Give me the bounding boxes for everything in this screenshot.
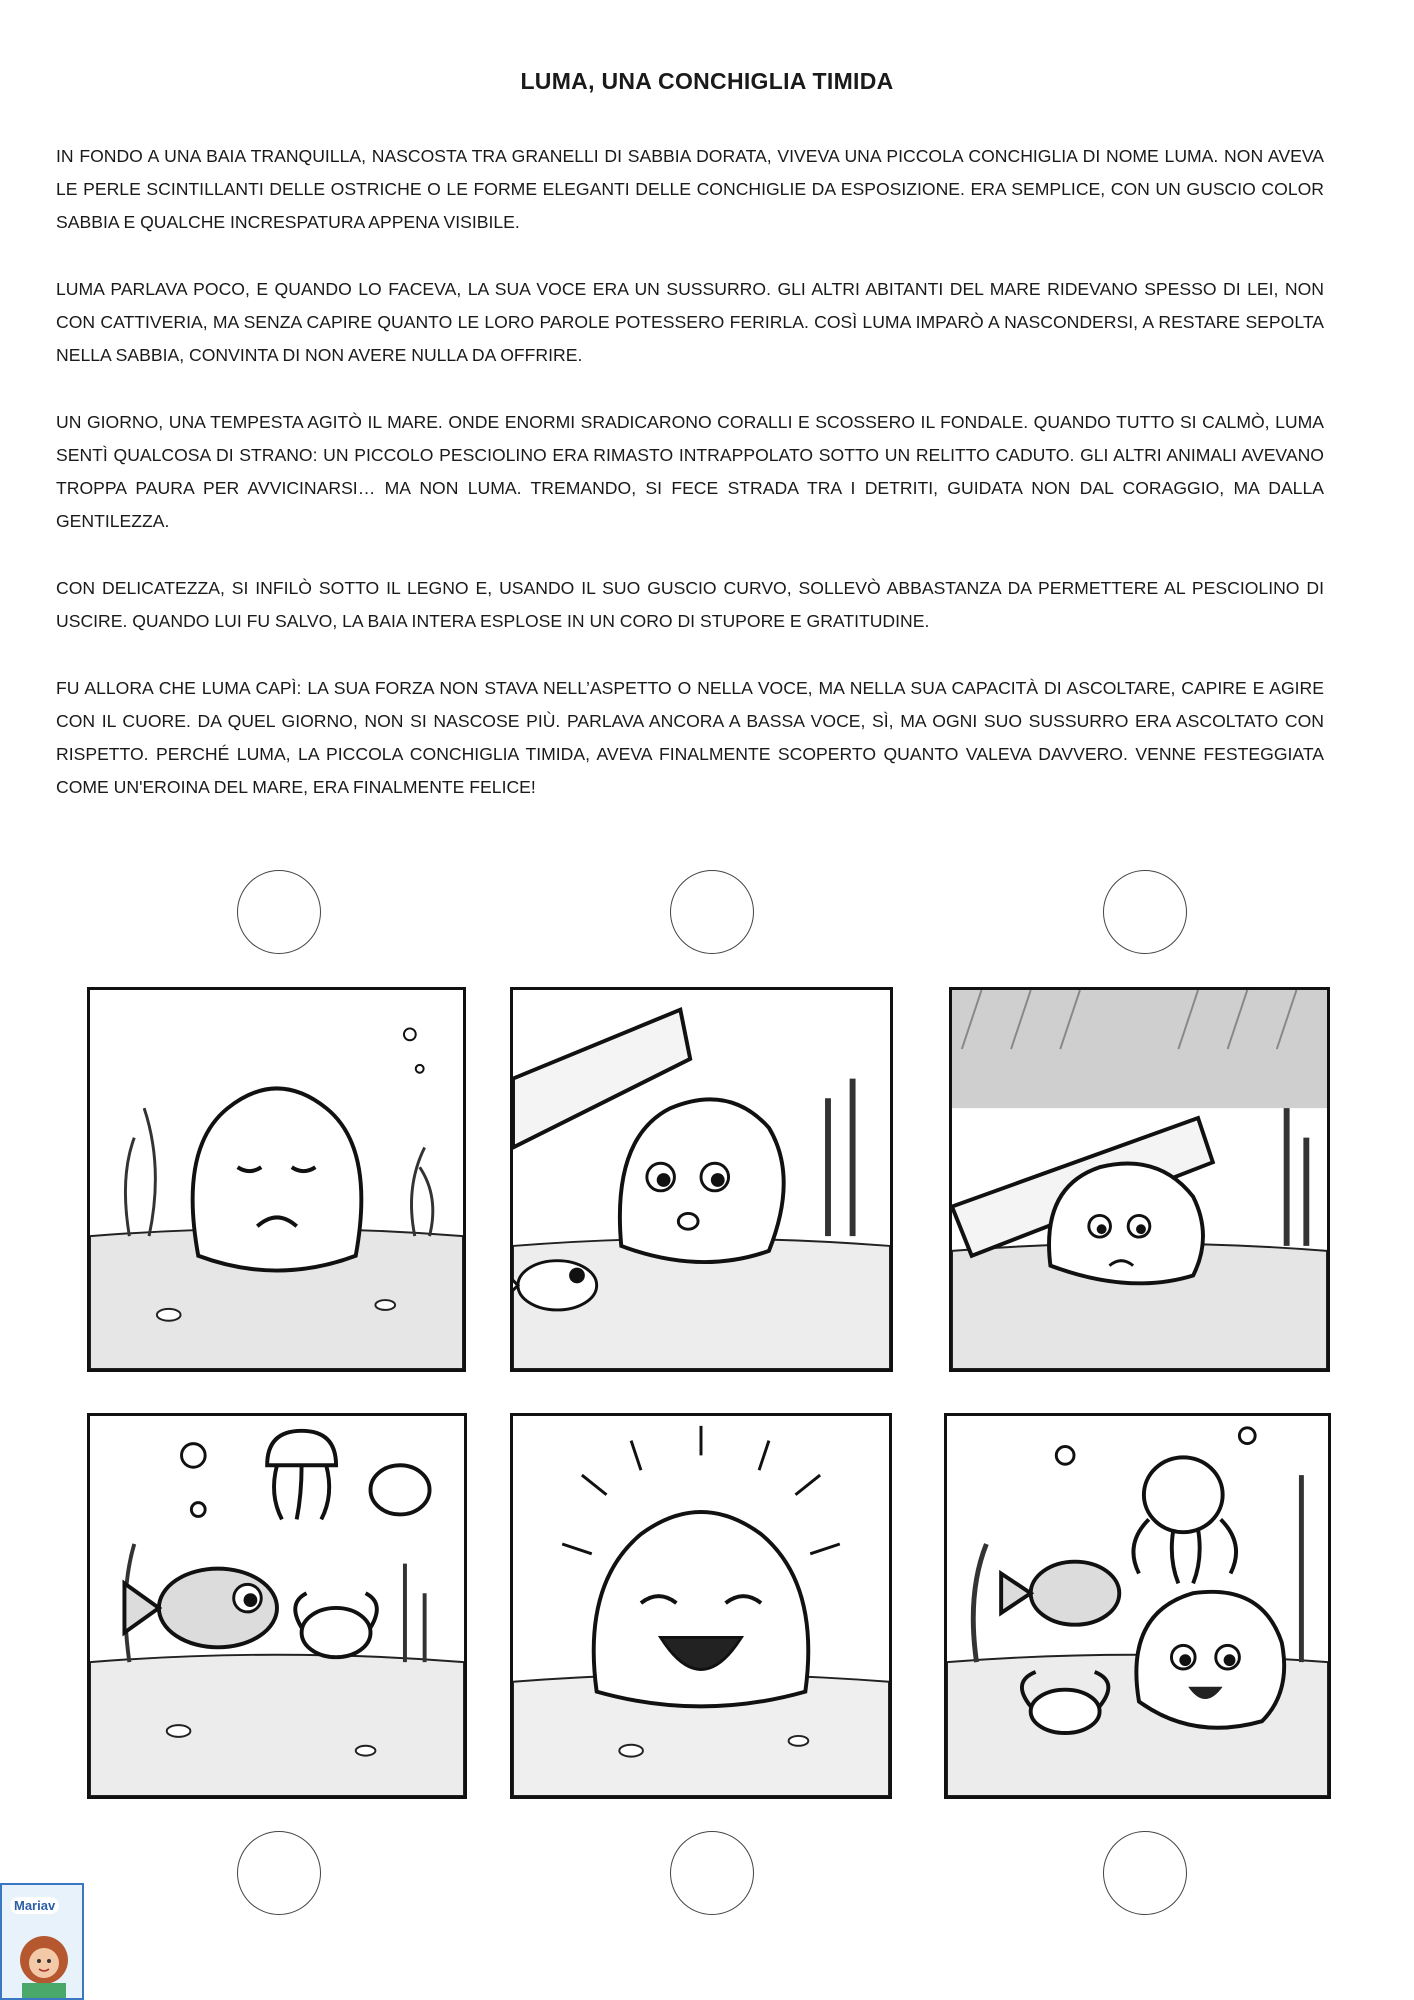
- panel-sad-shell: [87, 987, 466, 1372]
- story-paragraph: FU ALLORA CHE LUMA CAPÌ: LA SUA FORZA NON STAVA NELL’ASPETTO O NELLA VOCE, MA NELLA SUA CAPACITÀ DI ASCOLTARE, CAPIRE E AGIRE CON IL CUORE. DA QUEL GIORNO, NON SI NASCOSE PIÙ. PARLAVA ANCORA A BASSA VOCE, SÌ, MA OGNI SUO SUSSURRO ERA ASCOLTATO CON RISPETTO. PERCHÉ LUMA, LA PICCOLA CONCHIGLIA TIMIDA, AVEVA FINALMENTE SCOPERTO QUANTO VALEVA DAVVERO. VENNE FESTEGGIATA COME UN'EROINA DEL MARE, ERA FINALMENTE FELICE!: [56, 678, 1324, 797]
- panel-shell-fish: [510, 987, 893, 1372]
- panel-storm: [949, 987, 1330, 1372]
- order-circle-1[interactable]: [237, 870, 321, 954]
- girl-avatar-icon: [2, 1885, 84, 2000]
- storm-shell-icon: [952, 990, 1327, 1369]
- logo-text: Mariav: [10, 1897, 59, 1914]
- order-circle-5[interactable]: [670, 1831, 754, 1915]
- panel-sea-friends: [87, 1413, 467, 1799]
- sea-friends-icon: [90, 1416, 464, 1796]
- order-circle-6[interactable]: [1103, 1831, 1187, 1915]
- panel-celebration: [944, 1413, 1331, 1799]
- order-circle-2[interactable]: [670, 870, 754, 954]
- story-paragraph: CON DELICATEZZA, SI INFILÒ SOTTO IL LEGNO E, USANDO IL SUO GUSCIO CURVO, SOLLEVÒ ABBASTANZA DA PERMETTERE AL PESCIOLINO DI USCIRE. QUANDO LUI FU SALVO, LA BAIA INTERA ESPLOSE IN UN CORO DI STUPORE E GRATITUDINE.: [56, 578, 1324, 631]
- order-circle-3[interactable]: [1103, 870, 1187, 954]
- story-paragraph: UN GIORNO, UNA TEMPESTA AGITÒ IL MARE. ONDE ENORMI SRADICARONO CORALLI E SCOSSERO IL FONDALE. QUANDO TUTTO SI CALMÒ, LUMA SENTÌ QUALCOSA DI STRANO: UN PICCOLO PESCIOLINO ERA RIMASTO INTRAPPOLATO SOTTO UN RELITTO CADUTO. GLI ALTRI ANIMALI AVEVANO TROPPA PAURA PER AVVICINARSI… MA NON LUMA. TREMANDO, SI FECE STRADA TRA I DETRITI, GUIDATA NON DAL CORAGGIO, MA DALLA GENTILEZZA.: [56, 412, 1324, 531]
- shell-fish-plank-icon: [513, 990, 890, 1369]
- sad-shell-icon: [90, 990, 463, 1369]
- order-circle-4[interactable]: [237, 1831, 321, 1915]
- page-title: LUMA, UNA CONCHIGLIA TIMIDA: [520, 68, 894, 94]
- story-text: [56, 140, 1324, 838]
- panel-happy-shell: [510, 1413, 892, 1799]
- happy-shell-icon: [513, 1416, 889, 1796]
- brand-logo: [0, 1883, 84, 2000]
- story-paragraph: LUMA PARLAVA POCO, E QUANDO LO FACEVA, LA SUA VOCE ERA UN SUSSURRO. GLI ALTRI ABITANTI DEL MARE RIDEVANO SPESSO DI LEI, NON CON CATTIVERIA, MA SENZA CAPIRE QUANTO LE LORO PAROLE POTESSERO FERIRLA. COSÌ LUMA IMPARÒ A NASCONDERSI, A RESTARE SEPOLTA NELLA SABBIA, CONVINTA DI NON AVERE NULLA DA OFFRIRE.: [56, 279, 1324, 365]
- celebration-icon: [947, 1416, 1328, 1796]
- story-paragraph: IN FONDO A UNA BAIA TRANQUILLA, NASCOSTA TRA GRANELLI DI SABBIA DORATA, VIVEVA UNA PICCOLA CONCHIGLIA DI NOME LUMA. NON AVEVA LE PERLE SCINTILLANTI DELLE OSTRICHE O LE FORME ELEGANTI DELLE CONCHIGLIE DA ESPOSIZIONE. ERA SEMPLICE, CON UN GUSCIO COLOR SABBIA E QUALCHE INCRESPATURA APPENA VISIBILE.: [56, 146, 1324, 232]
